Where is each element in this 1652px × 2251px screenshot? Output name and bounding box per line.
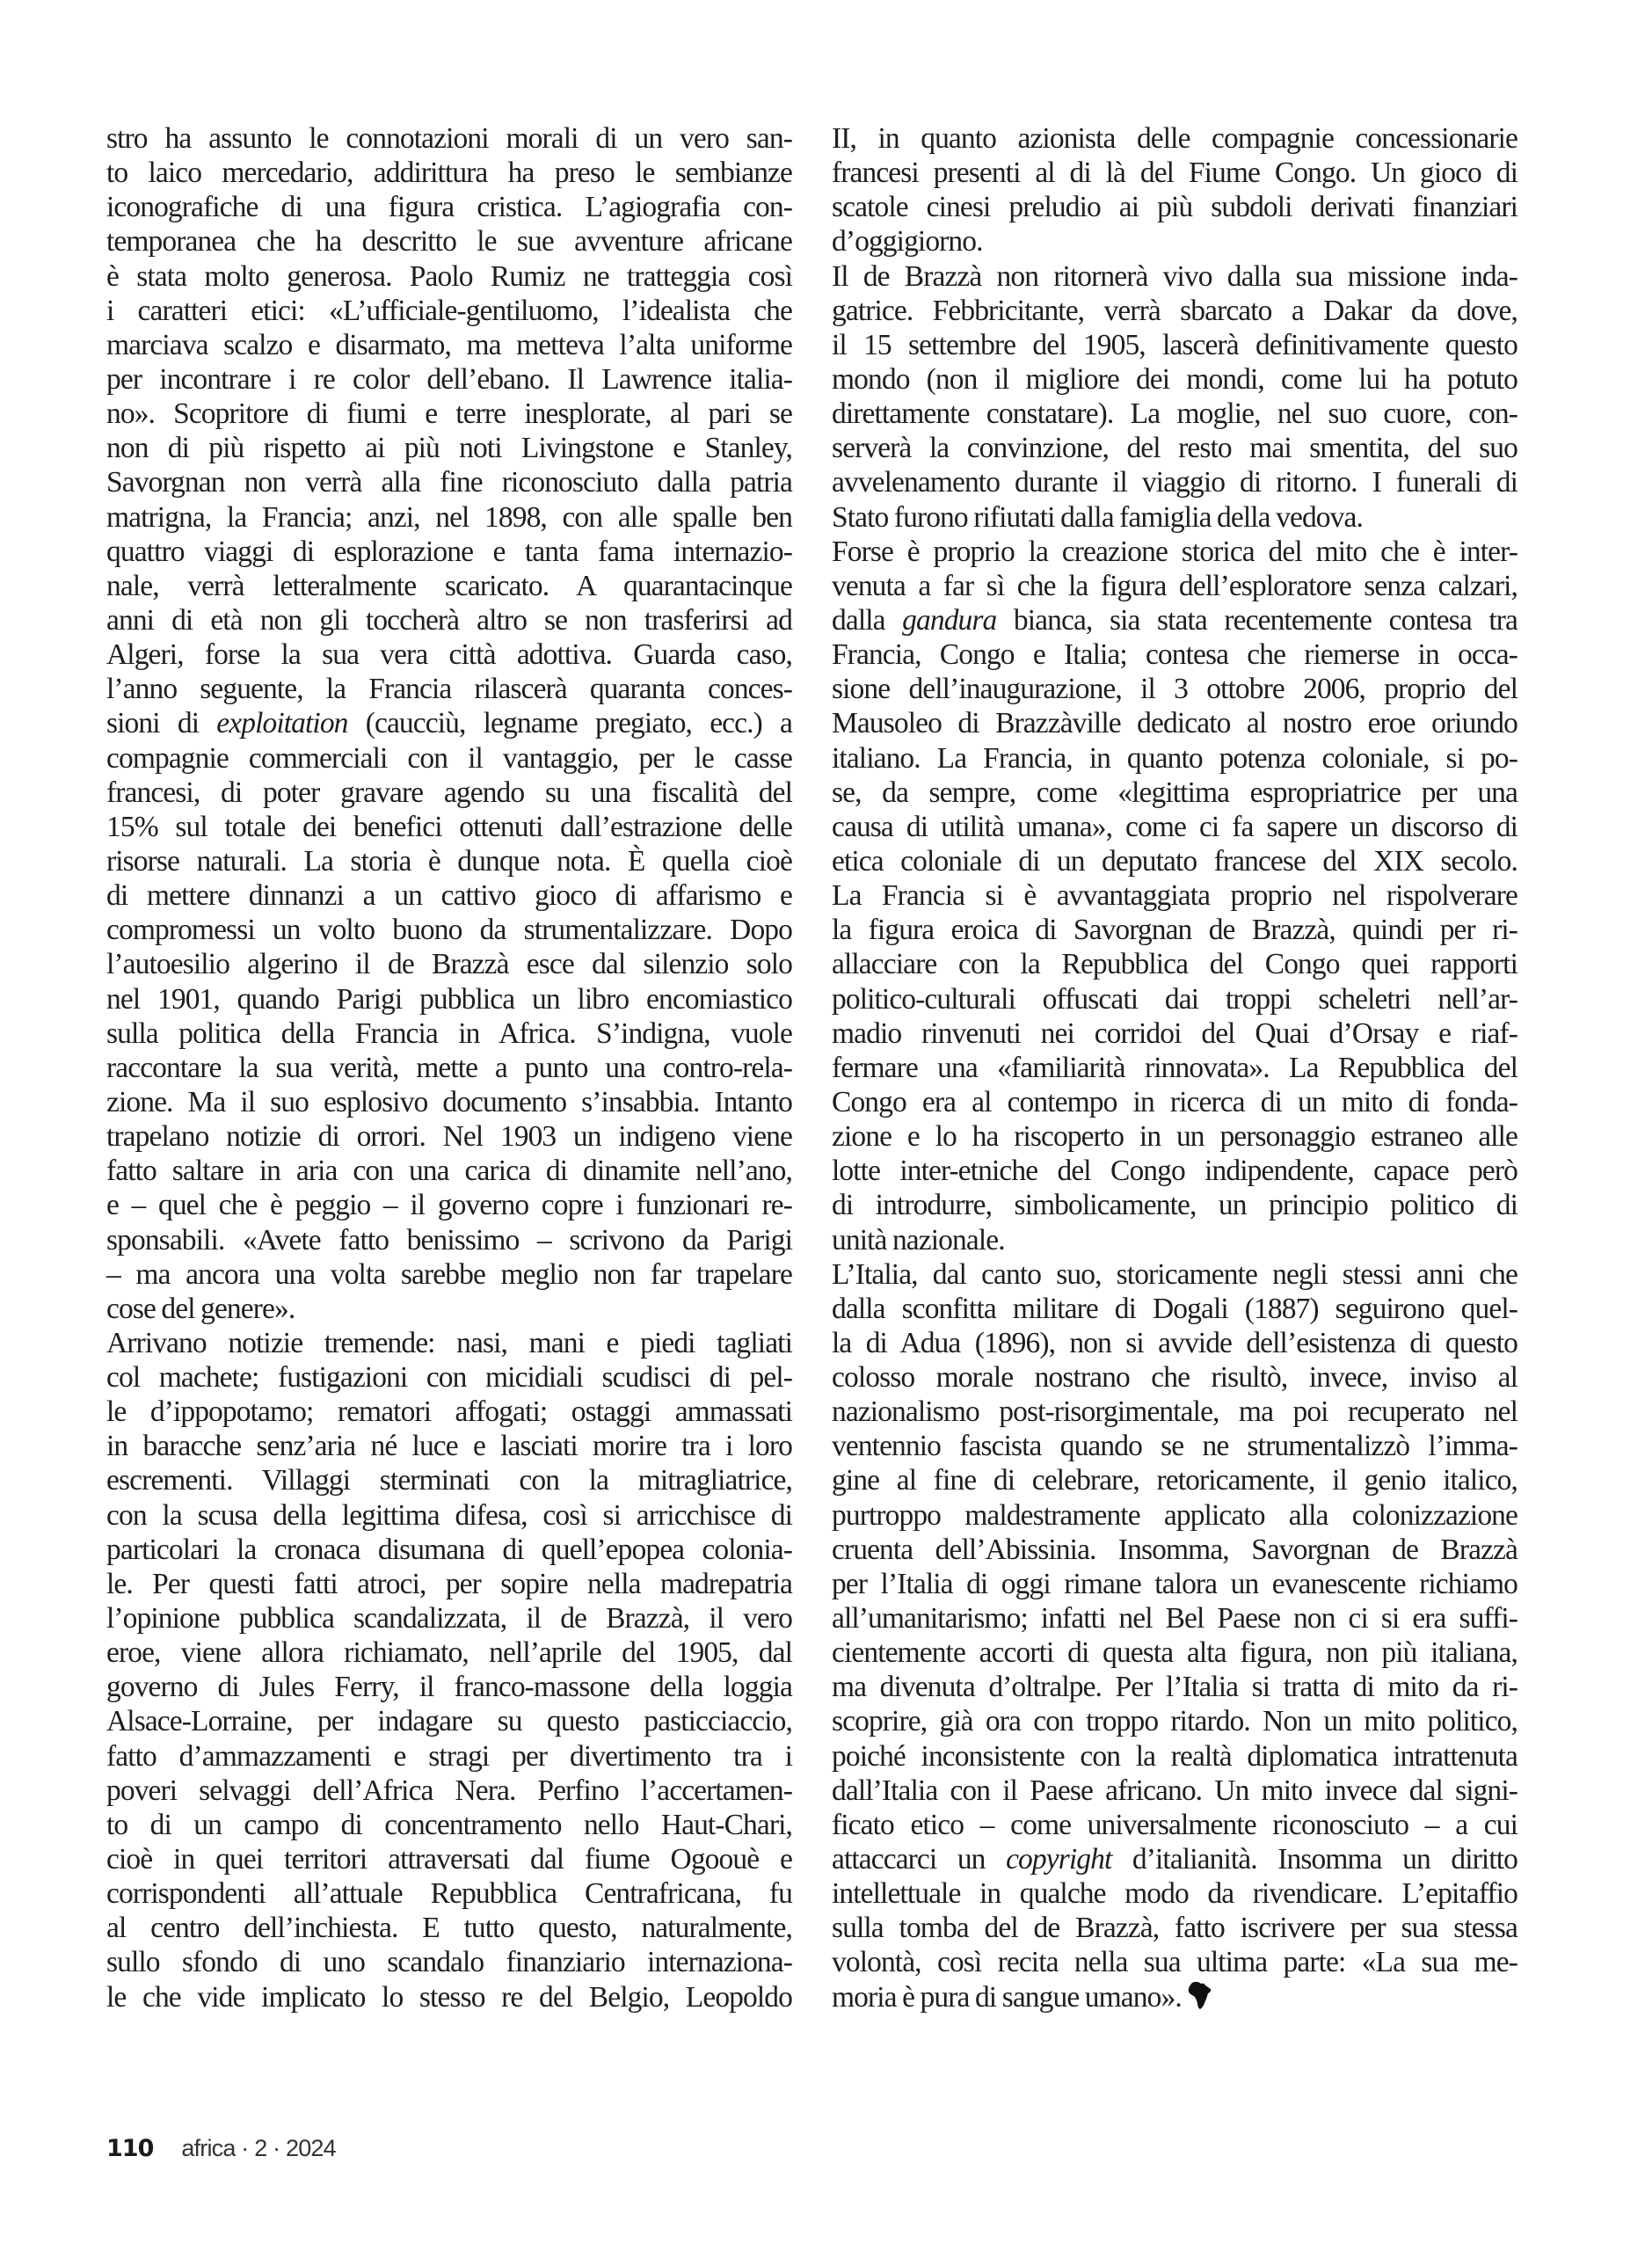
text-line [106,535,792,569]
text-run: dalla [832,603,903,637]
text-line [106,362,792,397]
text-line [106,982,792,1016]
text-line [106,1670,792,1704]
text-line [832,294,1517,328]
text-line [832,1429,1517,1463]
text-line [832,224,1517,259]
text-run: cientemente accorti di questa alta figura, non più italiana, [832,1636,1517,1670]
text-run: to di un campo di concentramento nello Haut-Chari, [106,1808,792,1841]
text-line [832,1842,1517,1876]
article-column-left [106,121,792,2014]
text-line [106,672,792,706]
text-line [832,1463,1517,1497]
text-run: l’opinione pubblica scandalizzata, il de Brazzà, il vero [106,1602,792,1635]
text-run: le. Per questi fatti atroci, per sopire nella madrepatria [106,1567,792,1600]
page-footer [106,2135,336,2170]
text-run: nazionalismo post-risorgimentale, ma poi recuperato nel [832,1395,1517,1429]
text-run: la di Adua (1896), non si avvide dell’esistenza di questo [832,1326,1517,1359]
text-line [832,259,1517,294]
text-run: poiché inconsistente con la realtà diplomatica intrattenuta [832,1739,1517,1773]
text-line [832,1808,1517,1842]
text-line [832,1016,1517,1051]
text-run: quattro viaggi di esplorazione e tanta fama internazio- [106,535,792,568]
text-run: Forse è proprio la creazione storica del mito che è inter- [832,535,1517,568]
text-line [832,913,1517,947]
text-line [106,1292,792,1326]
text-run: escrementi. Villaggi sterminati con la mitragliatrice, [106,1464,792,1497]
text-run: fermare una «familiarità rinnovata». La Repubblica del [832,1051,1517,1084]
text-run: cruenta dell’Abissinia. Insomma, Savorgnan de Brazzà [832,1533,1517,1566]
text-line [106,1119,792,1154]
text-run: gine al fine di celebrare, retoricamente, il genio italico, [832,1464,1517,1497]
text-line [106,844,792,878]
text-line [832,1774,1517,1808]
text-line [832,947,1517,981]
text-run: gatrice. Febbricitante, verrà sbarcato a Dakar da dove, [832,294,1517,327]
text-line [832,878,1517,913]
text-run: compagnie commerciali con il vantaggio, per le casse [106,741,792,775]
text-run: to laico mercedario, addirittura ha preso le sembianze [106,157,792,190]
text-run: venuta a far sì che la figura dell’esploratore senza calzari, [832,569,1517,602]
text-run: bianca, sia stata recentemente contesa tra [996,603,1517,637]
text-run: corrispondenti all’attuale Repubblica Centrafricana, fu [106,1877,792,1911]
text-run: fatto saltare in aria con una carica di dinamite nell’ano, [106,1155,792,1188]
text-line [832,1257,1517,1292]
text-run: italiano. La Francia, in quanto potenza coloniale, si po- [832,741,1517,775]
text-line [106,1980,792,2014]
text-line [106,1188,792,1222]
text-run: l’autoesilio algerino il de Brazzà esce dal silenzio solo [106,948,792,981]
text-run: madio rinvenuti nei corridoi del Quai d’Orsay e riaf- [832,1016,1517,1050]
text-run: per incontrare i re color dell’ebano. Il Lawrence italia- [106,362,792,396]
text-line [106,431,792,465]
text-run: zione. Ma il suo esplosivo documento s’insabbia. Intanto [106,1085,792,1118]
text-run: se, da sempre, come «legittima espropriatrice per una [832,776,1517,809]
text-line [106,1533,792,1567]
text-line [106,1498,792,1533]
text-line [106,294,792,328]
text-line [106,706,792,740]
text-line [106,1395,792,1429]
text-line [832,1395,1517,1429]
text-line [106,1016,792,1051]
text-run: Savorgnan non verrà alla fine riconosciuto dalla patria [106,466,792,499]
text-run: etica coloniale di un deputato francese del XIX secolo. [832,844,1517,878]
text-run: purtroppo maldestramente applicato alla colonizzazione [832,1498,1517,1532]
text-line [106,1154,792,1188]
text-run: attaccarci un [832,1843,1007,1876]
text-run: moria è pura di sangue umano». [832,1980,1182,2014]
text-run: politico-culturali offuscati dai troppi scheletri nell’ar- [832,982,1517,1016]
text-run: La Francia si è avvantaggiata proprio nel rispolverare [832,879,1517,913]
text-line [832,637,1517,672]
text-run: col machete; fustigazioni con micidiali scudisci di pel- [106,1361,792,1395]
text-line [832,1704,1517,1738]
text-run: unità nazionale. [832,1223,1005,1257]
text-line [832,500,1517,535]
text-line [832,1739,1517,1774]
text-run: intellettuale in qualche modo da rivendicare. L’epitaffio [832,1877,1517,1911]
text-line [832,1085,1517,1119]
text-line [106,328,792,362]
text-run: non di più rispetto ai più noti Livingstone e Stanley, [106,432,792,465]
text-line [106,1635,792,1670]
text-run: è stata molto generosa. Paolo Rumiz ne tratteggia così [106,259,792,293]
text-run: sulla tomba del de Brazzà, fatto iscrivere per sua stessa [832,1912,1517,1945]
text-line [832,706,1517,740]
text-line [832,776,1517,810]
text-run: sioni di [106,707,217,740]
text-run: ficato etico – come universalmente riconosciuto – a cui [832,1808,1517,1841]
text-line [106,1223,792,1257]
text-line [106,500,792,535]
text-line [832,741,1517,776]
text-run: sione dell’inaugurazione, il 3 ottobre 2006, proprio del [832,673,1517,706]
text-line [832,1119,1517,1154]
text-run: 15% sul totale dei benefici ottenuti dall’estrazione delle [106,810,792,843]
italic-term: gandura [902,603,997,637]
text-run: scoprire, già ora con troppo ritardo. Non un mito politico, [832,1705,1517,1738]
text-run: dalla sconfitta militare di Dogali (1887) seguirono quel- [832,1292,1517,1325]
text-run: raccontare la sua verità, mette a punto una contro-rela- [106,1051,792,1084]
text-run: cose del genere». [106,1292,295,1325]
text-run: dall’Italia con il Paese africano. Un mito invece dal signi- [832,1774,1517,1807]
text-run: scatole cinesi preludio ai più subdoli derivati finanziari [832,191,1517,224]
africa-continent-icon [1187,1980,1213,2010]
text-line [832,397,1517,431]
text-run: di introdurre, simbolicamente, un principio politico di [832,1189,1517,1222]
text-run: zione e lo ha riscoperto in un personaggio estraneo alle [832,1120,1517,1154]
text-line [832,1911,1517,1945]
text-run: – ma ancora una volta sarebbe meglio non far trapelare [106,1257,792,1291]
text-line [106,878,792,913]
text-line [832,982,1517,1016]
text-line [106,1326,792,1360]
text-line [832,810,1517,844]
text-run: per l’Italia di oggi rimane talora un evanescente richiamo [832,1567,1517,1600]
text-run: sponsabili. «Avete fatto benissimo – scrivono da Parigi [106,1223,792,1257]
text-line [106,190,792,224]
text-line [832,1326,1517,1360]
text-line [106,1945,792,1979]
text-run: marciava scalzo e disarmato, ma metteva l’alta uniforme [106,328,792,361]
text-run: Mausoleo di Brazzàville dedicato al nostro eroe oriundo [832,707,1517,740]
text-line [832,1292,1517,1326]
text-run: direttamente constatare). La moglie, nel suo cuore, con- [832,397,1517,431]
text-line [832,1601,1517,1635]
text-line [832,156,1517,190]
text-run: colosso morale nostrano che risultò, invece, inviso al [832,1361,1517,1395]
article-column-right [832,121,1517,2014]
text-run: anni di età non gli toccherà altro se non trasferirsi ad [106,603,792,637]
text-run: le che vide implicato lo stesso re del Belgio, Leopoldo [106,1980,792,2014]
text-line [106,156,792,190]
text-run: sullo sfondo di uno scandalo finanziario internaziona- [106,1946,792,1979]
text-run: francesi presenti al di là del Fiume Congo. Un gioco di [832,157,1517,190]
text-line [832,1533,1517,1567]
text-line [106,776,792,810]
text-line [832,535,1517,569]
text-run: trapelano notizie di orrori. Nel 1903 un indigeno viene [106,1120,792,1154]
text-run: sulla politica della Francia in Africa. S’indigna, vuole [106,1016,792,1050]
text-line [106,1601,792,1635]
text-run: d’italianità. Insomma un diritto [1111,1843,1517,1876]
text-run: stro ha assunto le connotazioni morali di un vero san- [106,122,792,155]
text-line [106,569,792,603]
text-line [832,362,1517,397]
text-line [106,1257,792,1292]
text-run: poveri selvaggi dell’Africa Nera. Perfino l’accertamen- [106,1774,792,1807]
text-run: il 15 settembre del 1905, lascerà definitivamente questo [832,328,1517,361]
text-line [106,913,792,947]
text-line [832,1945,1517,1979]
text-run: fatto d’ammazzamenti e stragi per divertimento tra i [106,1739,792,1773]
text-run: Il de Brazzà non ritornerà vivo dalla sua missione inda- [832,259,1517,293]
text-run: l’anno seguente, la Francia rilascerà quaranta conces- [106,673,792,706]
text-line [106,1051,792,1085]
text-run: i caratteri etici: «L’ufficiale-gentiluomo, l’idealista che [106,294,792,327]
text-line [832,431,1517,465]
text-line [106,1808,792,1842]
text-run: nale, verrà letteralmente scaricato. A quarantacinque [106,569,792,602]
text-run: allacciare con la Repubblica del Congo quei rapporti [832,948,1517,981]
text-run: Francia, Congo e Italia; contesa che riemerse in occa- [832,638,1517,672]
text-run: e – quel che è peggio – il governo copre i funzionari re- [106,1189,792,1222]
text-line [832,844,1517,878]
text-line [106,397,792,431]
text-line [106,121,792,156]
text-run: eroe, viene allora richiamato, nell’aprile del 1905, dal [106,1636,792,1670]
text-line [832,465,1517,499]
magazine-issue: africa · 2 · 2024 [181,2135,336,2161]
text-line [106,741,792,776]
text-line [832,672,1517,706]
text-line [832,1051,1517,1085]
text-run: compromessi un volto buono da strumentalizzare. Dopo [106,914,792,947]
text-run: all’umanitarismo; infatti nel Bel Paese non ci si era suffi- [832,1602,1517,1635]
text-run: mondo (non il migliore dei mondi, come lui ha potuto [832,362,1517,396]
text-run: nel 1901, quando Parigi pubblica un libro encomiastico [106,982,792,1016]
text-run: L’Italia, dal canto suo, storicamente negli stessi anni che [832,1257,1517,1291]
text-line [106,1463,792,1497]
text-run: la figura eroica di Savorgnan de Brazzà, quindi per ri- [832,914,1517,947]
text-run: risorse naturali. La storia è dunque nota. È quella cioè [106,844,792,878]
text-run: Algeri, forse la sua vera città adottiva. Guarda caso, [106,638,792,672]
text-line [832,1154,1517,1188]
text-line [832,1980,1517,2014]
italic-term: copyright [1006,1843,1112,1876]
text-run: con la scusa della legittima difesa, così si arricchisce di [106,1498,792,1532]
text-line [832,328,1517,362]
text-run: al centro dell’inchiesta. E tutto questo, naturalmente, [106,1912,792,1945]
text-line [106,1842,792,1876]
text-line [832,1498,1517,1533]
text-line [106,603,792,637]
text-run: causa di utilità umana», come ci fa sapere un discorso di [832,810,1517,843]
text-run: particolari la cronaca disumana di quell’epopea colonia- [106,1533,792,1566]
text-line [832,1223,1517,1257]
text-run: Alsace-Lorraine, per indagare su questo pasticciaccio, [106,1705,792,1738]
italic-term: exploitation [216,707,348,740]
text-line [106,1704,792,1738]
text-run: no». Scopritore di fiumi e terre inesplorate, al pari se [106,397,792,431]
text-line [106,259,792,294]
text-line [106,224,792,259]
text-run: in baracche senz’aria né luce e lasciati morire tra i loro [106,1430,792,1463]
text-line [832,1188,1517,1222]
text-run: Arrivano notizie tremende: nasi, mani e piedi tagliati [106,1326,792,1359]
text-line [106,947,792,981]
text-run: Stato furono rifiutati dalla famiglia della vedova. [832,500,1363,534]
text-line [832,121,1517,156]
text-line [106,810,792,844]
text-line [106,1429,792,1463]
text-line [832,1567,1517,1601]
text-line [106,1567,792,1601]
text-run: lotte inter-etniche del Congo indipendente, capace però [832,1155,1517,1188]
text-run: (caucciù, legname pregiato, ecc.) a [347,707,793,740]
text-run: ma divenuta d’oltralpe. Per l’Italia si tratta di mito da ri- [832,1671,1517,1704]
text-line [106,1085,792,1119]
text-run: II, in quanto azionista delle compagnie concessionarie [832,122,1517,155]
text-run: cioè in quei territori attraversati dal fiume Ogoouè e [106,1843,792,1876]
text-line [106,1774,792,1808]
text-run: le d’ippopotamo; rematori affogati; ostaggi ammassati [106,1395,792,1429]
page-number: 110 [106,2135,154,2162]
text-run: di mettere dinnanzi a un cattivo gioco di affarismo e [106,879,792,913]
text-line [106,1739,792,1774]
text-line [832,1670,1517,1704]
text-run: matrigna, la Francia; anzi, nel 1898, con alle spalle ben [106,500,792,534]
text-line [832,1360,1517,1395]
text-run: serverà la convinzione, del resto mai smentita, del suo [832,432,1517,465]
text-line [106,1876,792,1911]
text-line [106,1360,792,1395]
text-line [832,569,1517,603]
text-run: iconografiche di una figura cristica. L’agiografia con- [106,191,792,224]
text-run: temporanea che ha descritto le sue avventure africane [106,225,792,259]
text-run: d’oggigiorno. [832,225,983,259]
text-line [832,190,1517,224]
text-line [832,1635,1517,1670]
text-run: Congo era al contempo in ricerca di un mito di fonda- [832,1085,1517,1118]
text-run: volontà, così recita nella sua ultima parte: «La sua me- [832,1946,1517,1979]
text-line [832,1876,1517,1911]
text-run: francesi, di poter gravare agendo su una fiscalità del [106,776,792,809]
text-line [832,603,1517,637]
text-run: ventennio fascista quando se ne strumentalizzò l’imma- [832,1430,1517,1463]
text-run: governo di Jules Ferry, il franco-massone della loggia [106,1671,792,1704]
text-line [106,637,792,672]
text-line [106,1911,792,1945]
text-run: avvelenamento durante il viaggio di ritorno. I funerali di [832,466,1517,499]
text-line [106,465,792,499]
